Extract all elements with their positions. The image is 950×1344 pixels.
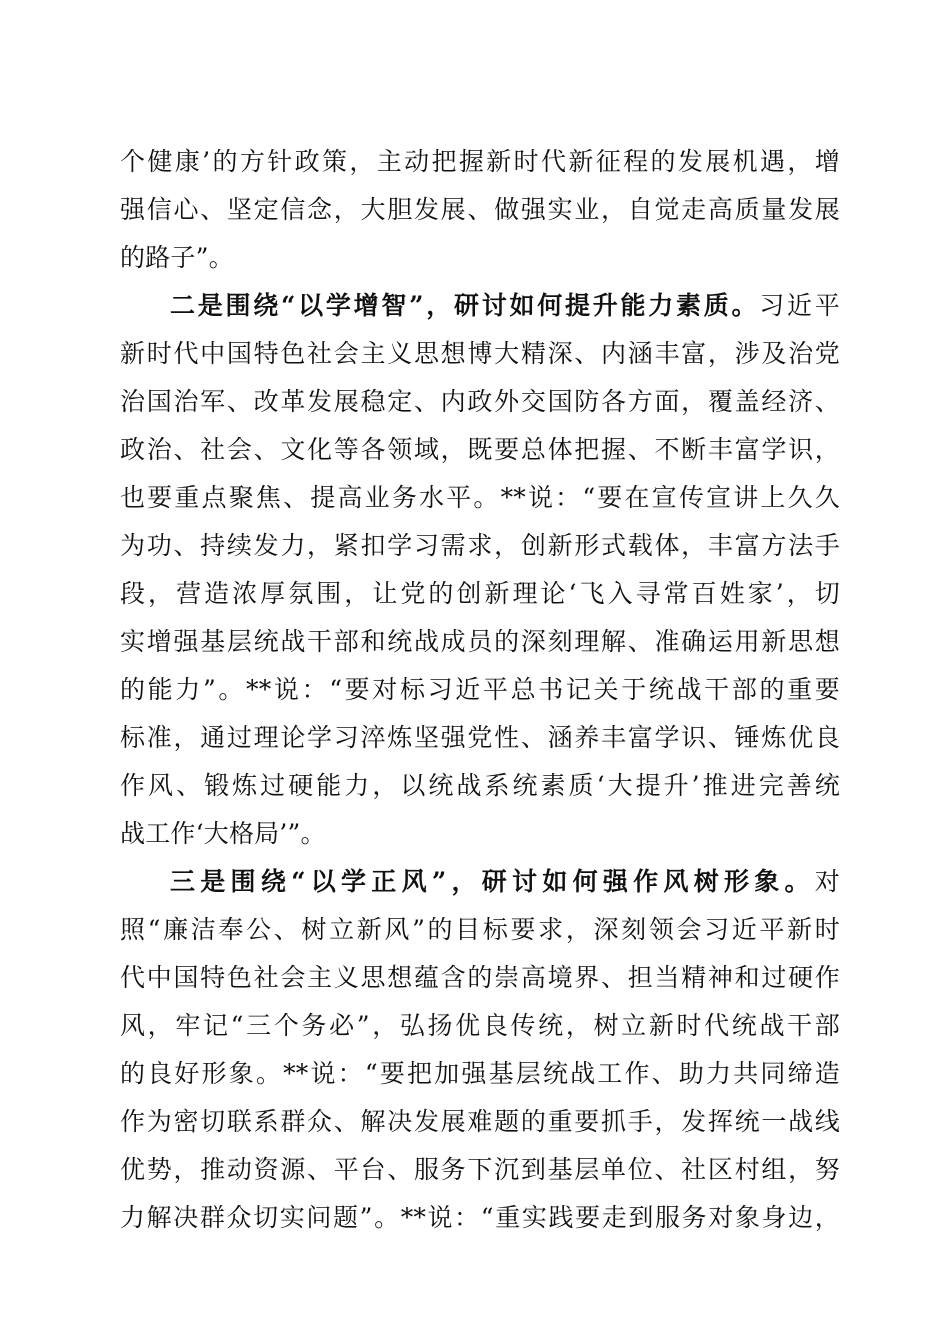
heading-line-continuation: 习近平 bbox=[759, 291, 840, 320]
text-line: 代中国特色社会主义思想蕴含的崇高境界、担当精神和过硬作 bbox=[120, 963, 840, 992]
text-line: 照“廉洁奉公、树立新风”的目标要求，深刻领会习近平新时 bbox=[120, 915, 840, 944]
text-line: 也要重点聚焦、提高业务水平。**说：“要在宣传宣讲上久久 bbox=[120, 483, 840, 512]
section-heading: 三是围绕“以学正风”，研讨如何强作风树形象。 bbox=[170, 867, 815, 896]
paragraph-heading-line bbox=[120, 858, 840, 906]
text-line: 力解决群众切实问题”。**说：“重实践要走到服务对象身边， bbox=[120, 1203, 840, 1232]
text-line: 的能力”。**说：“要对标习近平总书记关于统战干部的重要 bbox=[120, 675, 840, 704]
text-line: 个健康’的方针政策，主动把握新时代新征程的发展机遇，增 bbox=[120, 147, 840, 176]
text-line: 政治、社会、文化等各领域，既要总体把握、不断丰富学识， bbox=[120, 435, 840, 464]
paragraph-heading-line bbox=[120, 282, 840, 330]
text-line: 优势，推动资源、平台、服务下沉到基层单位、社区村组，努 bbox=[120, 1155, 840, 1184]
heading-line-continuation: 对 bbox=[814, 867, 840, 896]
text-line: 的良好形象。**说：“要把加强基层统战工作、助力共同缔造 bbox=[120, 1059, 840, 1088]
text-line: 作风、锻炼过硬能力，以统战系统素质‘大提升’推进完善统 bbox=[120, 771, 840, 800]
text-line: 治国治军、改革发展稳定、内政外交国防各方面，覆盖经济、 bbox=[120, 387, 840, 416]
text-line: 新时代中国特色社会主义思想博大精深、内涵丰富，涉及治党 bbox=[120, 339, 840, 368]
text-line: 风，牢记“三个务必”，弘扬优良传统，树立新时代统战干部 bbox=[120, 1011, 840, 1040]
text-line: 段，营造浓厚氛围，让党的创新理论‘飞入寻常百姓家’，切 bbox=[120, 579, 840, 608]
text-line: 强信心、坚定信念，大胆发展、做强实业，自觉走高质量发展 bbox=[120, 195, 840, 224]
text-line: 为功、持续发力，紧扣学习需求，创新形式载体，丰富方法手 bbox=[120, 531, 840, 560]
text-line: 作为密切联系群众、解决发展难题的重要抓手，发挥统一战线 bbox=[120, 1107, 840, 1136]
text-line: 战工作‘大格局’”。 bbox=[120, 819, 326, 848]
document-body bbox=[120, 138, 840, 1242]
text-line: 标准，通过理论学习淬炼坚强党性、涵养丰富学识、锤炼优良 bbox=[120, 723, 840, 752]
text-line: 实增强基层统战干部和统战成员的深刻理解、准确运用新思想 bbox=[120, 627, 840, 656]
section-heading: 二是围绕“以学增智”，研讨如何提升能力素质。 bbox=[170, 291, 760, 320]
text-line: 的路子”。 bbox=[120, 243, 234, 272]
